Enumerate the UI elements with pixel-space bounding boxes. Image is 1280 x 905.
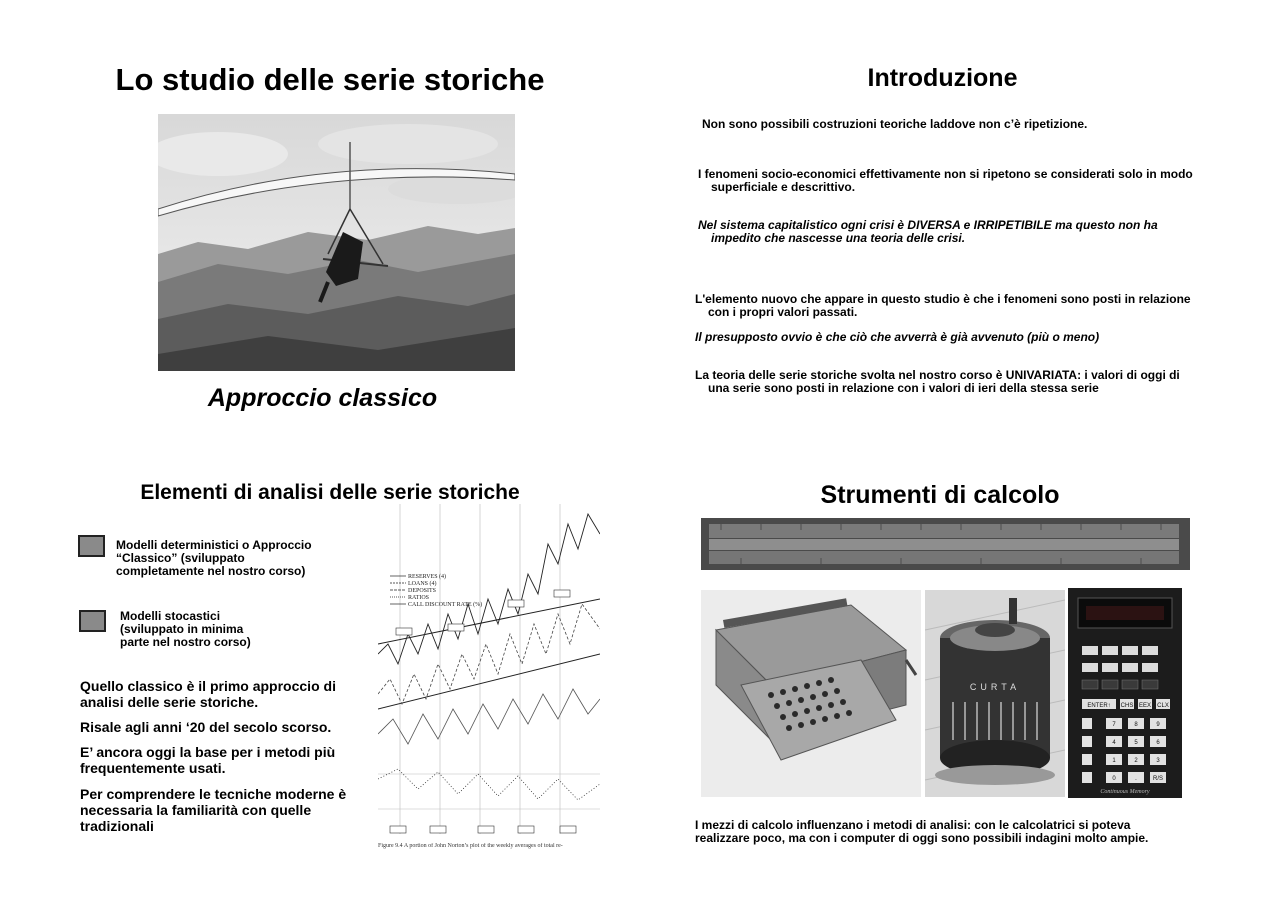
- calc-key-label: 7: [1112, 722, 1116, 728]
- slide2-title: Introduzione: [867, 64, 1018, 92]
- calc-key-label: 5: [1134, 740, 1138, 746]
- legend-entry: RESERVES (4): [408, 574, 447, 580]
- hp-calculator-photo: [1068, 588, 1182, 798]
- calc-key-label: EEX: [1138, 703, 1152, 709]
- calc-key-label: R/S: [1152, 776, 1164, 782]
- calc-key-label: 1: [1112, 758, 1116, 764]
- slide3-title: Elementi di analisi delle serie storiche: [140, 481, 520, 504]
- calc-key-label: 2: [1134, 758, 1138, 764]
- legend-entry: RATIOS: [408, 595, 430, 601]
- slide-rule-photo: [701, 518, 1190, 570]
- calc-key-label: CHS: [1120, 703, 1134, 709]
- slide1-caption: Approccio classico: [207, 384, 438, 412]
- classic-paragraph: E’ ancora oggi la base per i metodi più frequentemente usati.: [80, 744, 336, 776]
- curta-label: CURTA: [969, 682, 1021, 692]
- calc-key-label: ENTER↑: [1087, 703, 1111, 709]
- calc-key-label: 3: [1156, 758, 1160, 764]
- intro-paragraph: Il presupposto ovvio è che ciò che avverrà è già avvenuto (più o meno): [695, 330, 1100, 344]
- intro-paragraph: L'elemento nuovo che appare in questo studio è che i fenomeni sono posti in relazione con i propri valori passati.: [695, 292, 1191, 319]
- bullet-deterministic: Modelli deterministici o Approccio “Classico” (sviluppato completamente nel nostro corso): [116, 538, 312, 578]
- calc-key-label: 6: [1156, 740, 1160, 746]
- hang-glider-photo: [158, 114, 515, 371]
- legend-entry: LOANS (4): [408, 581, 437, 587]
- intro-paragraph: Nel sistema capitalistico ogni crisi è DIVERSA e IRRIPETIBILE ma questo non ha impedito che nascesse una teoria delle crisi.: [698, 218, 1158, 245]
- intro-paragraph: La teoria delle serie storiche svolta nel nostro corso è UNIVARIATA: i valori di oggi di una serie sono posti in relazione con i valori di ieri della stessa serie: [695, 368, 1180, 395]
- classic-paragraph: Quello classico è il primo approccio di analisi delle serie storiche.: [80, 678, 336, 710]
- legend-entry: CALL DISCOUNT RATE (%): [408, 602, 483, 608]
- slide4-title: Strumenti di calcolo: [820, 481, 1060, 509]
- mechanical-calculator-photo: [701, 590, 921, 797]
- calc-key-label: 0: [1112, 776, 1116, 782]
- tools-paragraph: I mezzi di calcolo influenzano i metodi di analisi: con le calcolatrici si poteva realizzare poco, ma con i computer di oggi sono possibili indagini molto ampie.: [695, 818, 1149, 845]
- bullet-square-icon: [78, 535, 105, 557]
- classic-paragraph: Risale agli anni ‘20 del secolo scorso.: [80, 719, 332, 735]
- intro-paragraph: I fenomeni socio-economici effettivamente non si ripetono se considerati solo in modo superficiale e descrittivo.: [698, 167, 1193, 194]
- calc-key-label: 4: [1112, 740, 1116, 746]
- bullet-square-icon: [79, 610, 106, 632]
- calc-key-label: 9: [1156, 722, 1160, 728]
- figure-caption: Figure 9.4 A portion of John Norton’s plot of the weekly averages of total re-: [378, 843, 563, 849]
- calc-key-label: CLX: [1157, 703, 1169, 709]
- slide1-title: Lo studio delle serie storiche: [115, 62, 545, 97]
- intro-paragraph: Non sono possibili costruzioni teoriche laddove non c’è ripetizione.: [702, 117, 1088, 131]
- curta-calculator-photo: [925, 590, 1065, 797]
- calc-brand: Continuous Memory: [1100, 789, 1150, 795]
- classic-paragraph: Per comprendere le tecniche moderne è necessaria la familiarità con quelle tradizionali: [80, 786, 347, 834]
- bullet-stochastic: Modelli stocastici (sviluppato in minima parte nel nostro corso): [120, 609, 251, 649]
- calc-key-label: 8: [1134, 722, 1138, 728]
- calc-key-label: .: [1135, 776, 1137, 782]
- legend-entry: DEPOSITS: [408, 588, 437, 594]
- norton-plot-figure: [378, 504, 600, 849]
